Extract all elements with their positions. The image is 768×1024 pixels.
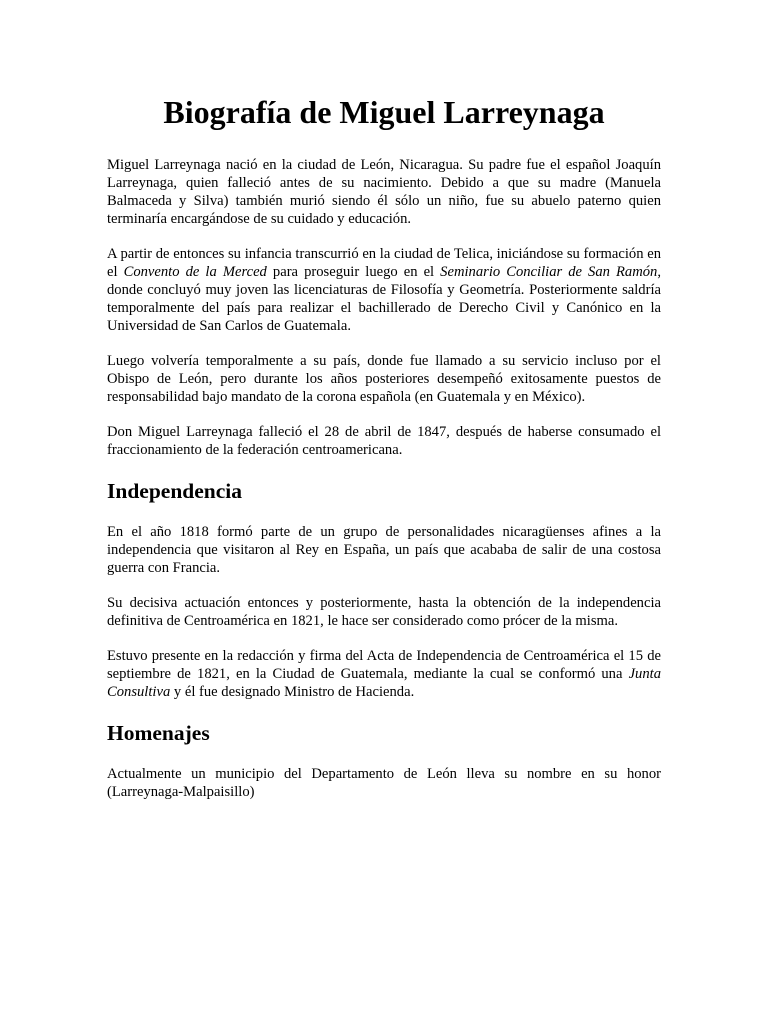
- bio-paragraph-2-text-1: A partir de entonces su infancia transcurrió en la ciudad de Telica, iniciándose su formación en el: [107, 246, 661, 280]
- independencia-paragraph-1: En el año 1818 formó parte de un grupo de personalidades nicaragüenses afines a la independencia que visitaron al Rey en España, un país que acababa de salir de una costosa guerra con Francia.: [107, 524, 661, 576]
- bio-paragraph-2: [107, 245, 661, 335]
- bio-paragraph-3: Luego volvería temporalmente a su país, donde fue llamado a su servicio incluso por el Obispo de León, pero durante los años posteriores desempeñó exitosamente puestos de responsabilidad bajo mandato de la corona española (en Guatemala y en México).: [107, 353, 661, 405]
- independencia-paragraph-2: Su decisiva actuación entonces y posteriormente, hasta la obtención de la independencia definitiva de Centroamérica en 1821, le hace ser considerado como prócer de la misma.: [107, 595, 661, 629]
- homenajes-paragraph-1: Actualmente un municipio del Departamento de León lleva su nombre en su honor (Larreynaga-Malpaisillo): [107, 766, 661, 800]
- independencia-paragraph-3: [107, 647, 661, 701]
- homenajes-heading: Homenajes: [107, 721, 210, 745]
- junta-consultiva-italic: Junta Consultiva: [107, 666, 661, 700]
- independencia-paragraph-3-text-1: Estuvo presente en la redacción y firma del Acta de Independencia de Centroamérica el 15 de septiembre de 1821, en la Ciudad de Guatemala, mediante la cual se conformó una: [107, 648, 661, 682]
- convento-merced-italic: Convento de la Merced: [123, 264, 267, 280]
- independencia-paragraph-3-text-2: y él fue designado Ministro de Hacienda.: [170, 684, 415, 700]
- independencia-heading: Independencia: [107, 479, 243, 503]
- bio-paragraph-2-text-2: para proseguir luego en el: [266, 264, 441, 280]
- page-title: Biografía de Miguel Larreynaga: [163, 94, 605, 130]
- bio-paragraph-1: Miguel Larreynaga nació en la ciudad de León, Nicaragua. Su padre fue el español Joaquín Larreynaga, quien falleció antes de su nacimiento. Debido a que su madre (Manuela Balmaceda y Silva) también murió siendo él sólo un niño, fue su abuelo paterno quien terminaría encargándose de su cuidado y educación.: [107, 157, 661, 227]
- seminario-conciliar-italic: Seminario Conciliar de San Ramón: [440, 264, 658, 280]
- bio-paragraph-4: Don Miguel Larreynaga falleció el 28 de abril de 1847, después de haberse consumado el fraccionamiento de la federación centroamericana.: [107, 424, 661, 458]
- document-page: [107, 88, 661, 818]
- bio-paragraph-2-text-3: , donde concluyó muy joven las licenciaturas de Filosofía y Geometría. Posteriormente saldría temporalmente del país para realizar el bachillerado de Derecho Civil y Canónico en la Universidad de San Carlos de Guatemala.: [107, 264, 662, 334]
